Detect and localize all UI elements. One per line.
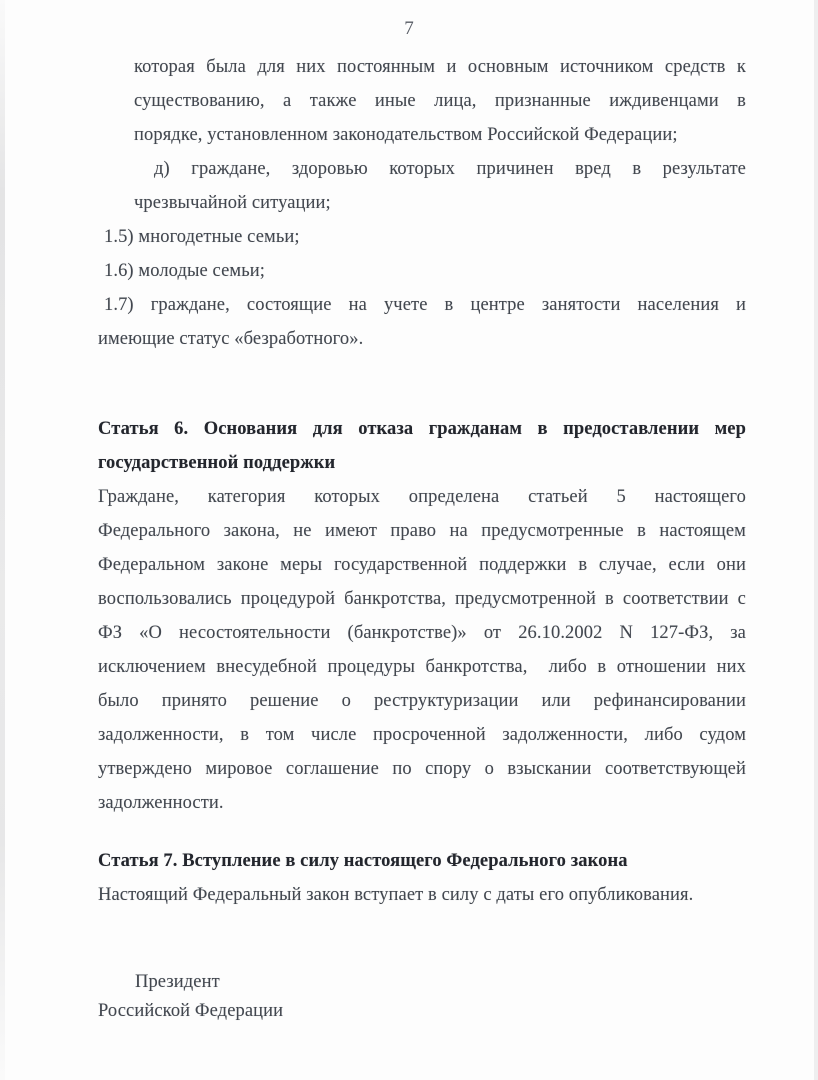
heading-line: Статья 7. Вступление в силу настоящего Федерального закона xyxy=(98,851,628,871)
article-6-paragraph xyxy=(98,480,746,820)
text-line: задолженности. xyxy=(98,793,224,813)
text-line: Граждане, категория которых определена статьей 5 настоящего xyxy=(98,487,746,507)
heading-line: государственной поддержки xyxy=(98,453,336,473)
document-body xyxy=(98,50,746,1026)
text-line: Федеральном законе меры государственной поддержки в случае, если они xyxy=(98,555,746,575)
list-item-d xyxy=(134,152,746,220)
text-line: 1.5) многодетные семьи; xyxy=(104,227,300,247)
text-line: задолженности, в том числе просроченной задолженности, либо судом xyxy=(98,725,746,745)
page-number: 7 xyxy=(404,18,414,39)
signature-subtitle: Российской Федерации xyxy=(98,1001,284,1021)
list-item-1-7 xyxy=(98,288,746,356)
vertical-gap xyxy=(98,912,746,968)
text-line: Федерального закона, не имеют право на предусмотренные в настоящем xyxy=(98,521,746,541)
text-line: Настоящий Федеральный закон вступает в силу с даты его опубликования. xyxy=(98,885,694,905)
text-line: было принято решение о реструктуризации или рефинансировании xyxy=(98,691,746,711)
signature-block xyxy=(98,968,746,1026)
text-line: существованию, а также иные лица, признанные иждивенцами в xyxy=(134,91,746,111)
text-line: 1.6) молодые семьи; xyxy=(104,261,265,281)
list-item-1-5 xyxy=(98,220,746,254)
article-6-heading xyxy=(98,412,746,480)
article-7-heading xyxy=(98,844,746,878)
signature-title: Президент xyxy=(135,972,220,992)
text-line: 1.7) граждане, состоящие на учете в центре занятости населения и xyxy=(104,295,746,315)
text-line: порядке, установленном законодательством Российской Федерации; xyxy=(134,125,678,145)
vertical-gap xyxy=(98,356,746,412)
text-line: воспользовались процедурой банкротства, предусмотренной в соответствии с xyxy=(98,589,746,609)
paragraph-continuation xyxy=(134,50,746,152)
heading-line: Статья 6. Основания для отказа гражданам в предоставлении мер xyxy=(98,419,746,439)
article-7-paragraph xyxy=(98,878,746,912)
text-line: ФЗ «О несостоятельности (банкротстве)» от 26.10.2002 N 127-ФЗ, за xyxy=(98,623,746,643)
scan-artifact-left-edge xyxy=(0,0,5,1080)
vertical-gap xyxy=(98,820,746,844)
text-line: имеющие статус «безработного». xyxy=(98,329,364,349)
text-line: утверждено мировое соглашение по спору о взыскании соответствующей xyxy=(98,759,746,779)
text-line: д) граждане, здоровью которых причинен вред в результате xyxy=(154,159,746,179)
scan-artifact-right-edge xyxy=(814,0,818,1080)
text-line: чрезвычайной ситуации; xyxy=(134,193,331,213)
list-item-1-6 xyxy=(98,254,746,288)
text-line: исключением внесудебной процедуры банкротства, либо в отношении них xyxy=(98,657,746,677)
text-line: которая была для них постоянным и основным источником средств к xyxy=(134,57,746,77)
